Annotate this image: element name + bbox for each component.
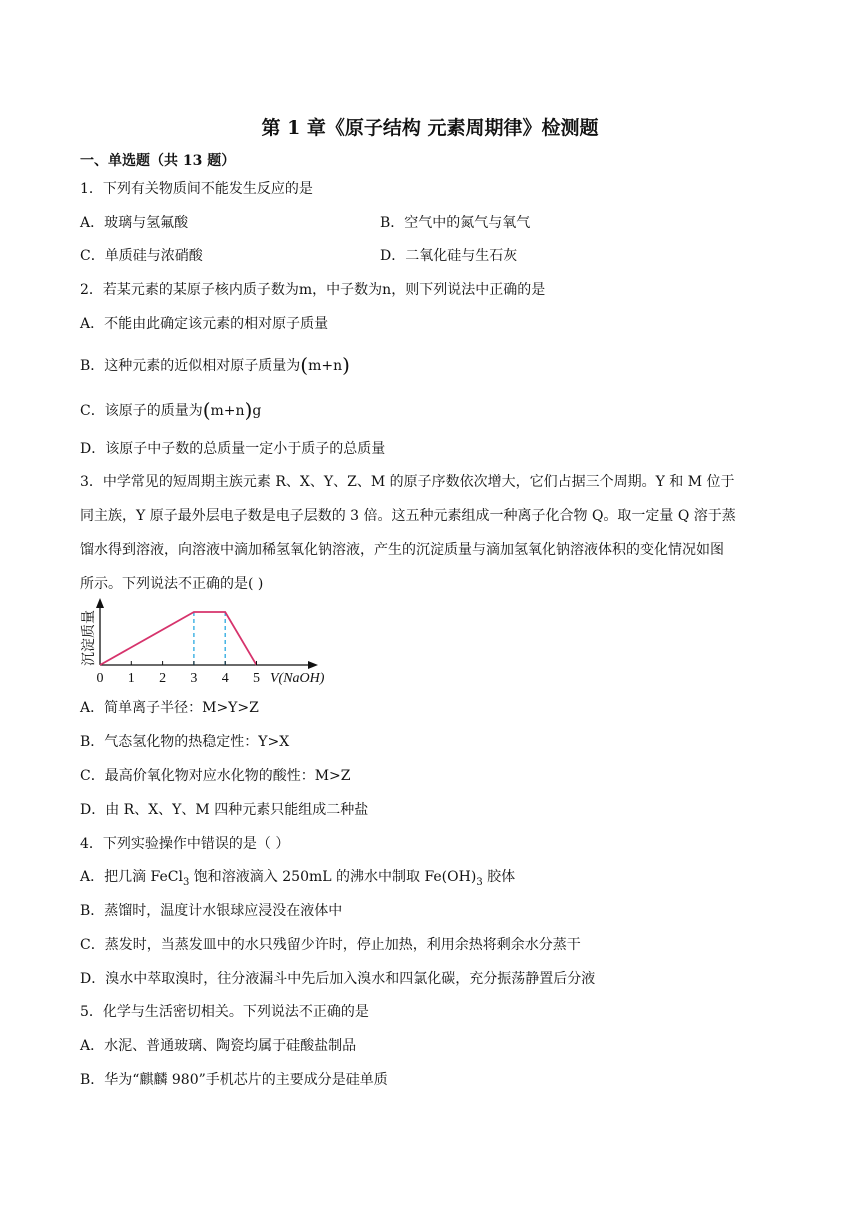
question-2-option-b: B．这种元素的近似相对原子质量为(m+n) <box>80 353 350 377</box>
x-tick-label-2: 2 <box>159 671 167 686</box>
question-3-option-c: C．最高价氧化物对应水化物的酸性：M>Z <box>80 768 351 784</box>
question-4-option-c: C．蒸发时，当蒸发皿中的水只残留少许时，停止加热，利用余热将剩余水分蒸干 <box>80 937 581 953</box>
option-c-expression: m+n <box>210 403 245 419</box>
question-2-option-d: D．该原子中子数的总质量一定小于质子的总质量 <box>80 441 386 457</box>
option-a-pre: A．把几滴 FeCl <box>80 869 183 885</box>
x-tick-label-1: 1 <box>127 671 135 686</box>
question-4-option-d: D．溴水中萃取溴时，往分液漏斗中先后加入溴水和四氯化碳，充分振荡静置后分液 <box>80 971 596 987</box>
question-5-option-b: B．华为“麒麟 980”手机芯片的主要成分是硅单质 <box>80 1072 388 1088</box>
question-3-stem-line-1: 3．中学常见的短周期主族元素 R、X、Y、Z、M 的原子序数依次增大，它们占据三个周期。Y 和 M 位于 <box>80 474 735 490</box>
x-tick-label-3: 3 <box>190 671 198 686</box>
question-3-option-d: D．由 R、X、Y、M 四种元素只能组成二种盐 <box>80 802 369 818</box>
question-3-option-b: B．气态氢化物的热稳定性：Y>X <box>80 734 290 750</box>
section-heading: 一、单选题（共 13 题） <box>80 153 236 169</box>
question-4-option-a <box>80 868 515 892</box>
question-1-option-c: C．单质硅与浓硝酸 <box>80 248 203 264</box>
page-title: 第 1 章《原子结构 元素周期律》检测题 <box>261 117 599 139</box>
chart-guides <box>194 612 225 665</box>
question-5-option-a: A．水泥、普通玻璃、陶瓷均属于硅酸盐制品 <box>80 1038 357 1054</box>
chart-labels <box>81 610 325 686</box>
option-a-mid: 饱和溶液滴入 250mL 的沸水中制取 Fe(OH) <box>189 869 477 885</box>
question-3-stem-line-4: 所示。下列说法不正确的是( ) <box>80 576 264 592</box>
y-axis-label: 沉淀质量 <box>82 610 97 666</box>
precipitate-chart <box>78 598 338 688</box>
option-a-post: 胶体 <box>482 869 516 885</box>
chart-series <box>100 612 257 665</box>
x-axis-label: V(NaOH) <box>270 671 325 686</box>
question-1-option-d: D．二氧化硅与生石灰 <box>380 248 518 264</box>
question-2-stem: 2．若某元素的某原子核内质子数为m，中子数为n，则下列说法中正确的是 <box>80 282 546 298</box>
option-b-text: B．这种元素的近似相对原子质量为 <box>80 358 301 374</box>
option-c-unit: g <box>252 403 262 419</box>
question-3-stem-line-3: 馏水得到溶液，向溶液中滴加稀氢氧化钠溶液，产生的沉淀质量与滴加氢氧化钠溶液体积的变化情况如图 <box>80 542 724 558</box>
question-1-option-b: B．空气中的氮气与氧气 <box>380 215 531 231</box>
x-tick-label-5: 5 <box>253 671 260 686</box>
option-c-text: C．该原子的质量为 <box>80 403 203 419</box>
question-4-option-b: B．蒸馏时，温度计水银球应浸没在液体中 <box>80 903 343 919</box>
question-1-option-a: A．玻璃与氢氟酸 <box>80 215 189 231</box>
x-tick-label-4: 4 <box>221 671 229 686</box>
series-line-0 <box>100 612 257 665</box>
question-2-option-c: C．该原子的质量为(m+n)g <box>80 398 262 422</box>
y-axis-arrow <box>96 598 104 608</box>
question-3-stem-line-2: 同主族，Y 原子最外层电子数是电子层数的 3 倍。这五种元素组成一种离子化合物 Q。取一定量 Q 溶于蒸 <box>80 508 736 524</box>
option-a-sub-2: 3 <box>476 876 483 888</box>
chart-axes <box>96 598 318 669</box>
question-1-stem: 1．下列有关物质间不能发生反应的是 <box>80 181 313 197</box>
option-b-expression: m+n <box>308 358 343 374</box>
question-5-stem: 5．化学与生活密切相关。下列说法不正确的是 <box>80 1004 369 1020</box>
x-tick-label-0: 0 <box>96 671 104 686</box>
option-a-sub-1: 3 <box>182 876 190 888</box>
question-3-option-a: A．简单离子半径：M>Y>Z <box>80 700 259 716</box>
question-4-stem: 4．下列实验操作中错误的是（ ） <box>80 836 290 852</box>
question-2-option-a: A．不能由此确定该元素的相对原子质量 <box>80 316 329 332</box>
x-axis-arrow <box>308 661 318 669</box>
